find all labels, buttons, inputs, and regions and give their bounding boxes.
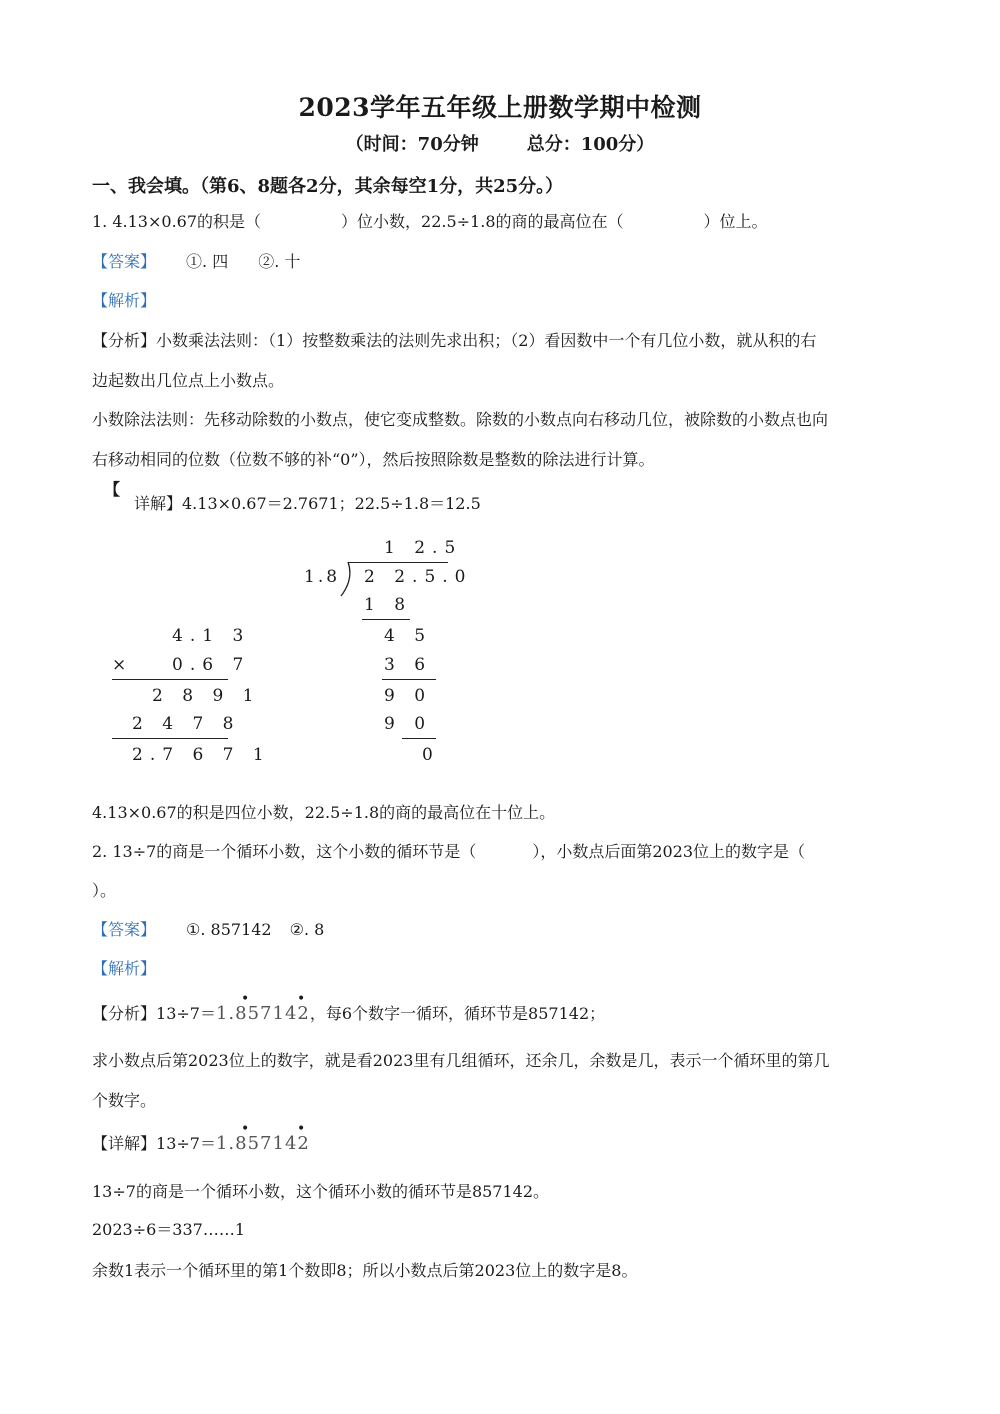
- mult-line-2: [112, 738, 228, 739]
- q2-line-3: 13÷7的商是一个循环小数，这个循环小数的循环节是857142。: [92, 1182, 550, 1201]
- fenxi-expr: 13÷7＝: [156, 1004, 216, 1023]
- q2-line-2a: 求小数点后第2023位上的数字，就是看2023里有几组循环，还余几，余数是几，表示一个循环里的第几: [92, 1051, 830, 1070]
- div-line-3: [402, 738, 436, 739]
- q2-line-2b: 个数字。: [92, 1091, 157, 1110]
- q1-answer-2: ②. 十: [258, 252, 301, 271]
- div-step-3: 3 6: [384, 655, 433, 675]
- q2-stem-b: ），小数点后面第2023位上的数字是（: [532, 842, 806, 861]
- q1-div-rule-line2: 右移动相同的位数（位数不够的补“0”），然后按照除数是整数的除法进行计算。: [92, 450, 655, 469]
- fenxi-tag: 【分析】: [92, 1004, 157, 1023]
- fenxi-tag: 【分析】: [92, 331, 157, 350]
- repeating-decimal: 1.857142: [215, 1133, 310, 1154]
- q1-stem-a: 1. 4.13×0.67的积是（: [92, 212, 262, 231]
- analysis-tag: 【解析】: [92, 291, 157, 310]
- q2-line-4: 2023÷6＝337……1: [92, 1220, 246, 1239]
- q2-fenxi-line: [92, 1004, 605, 1024]
- repeat-dot-start: •: [241, 1121, 250, 1137]
- detail-bracket: 【: [104, 480, 121, 499]
- exam-info: [0, 130, 1000, 156]
- q1-stem-c: ）位上。: [703, 212, 768, 231]
- mult-row-1: 4.1 3: [172, 626, 251, 646]
- repeat-dot-end: •: [297, 991, 306, 1007]
- div-step-5: 9 0: [384, 714, 433, 734]
- answer-tag: 【答案】: [92, 920, 157, 939]
- q1-fenxi-line1: [92, 331, 816, 351]
- exam-time: （时间：70分钟: [345, 134, 479, 155]
- fenxi-rest: ，每6个数字一循环，循环节是857142；: [309, 1004, 606, 1023]
- div-dividend: 2 2.5.0: [364, 567, 473, 587]
- div-step-1: 1 8: [364, 595, 413, 615]
- exam-score: 总分：100分）: [526, 134, 655, 155]
- div-step-6: 0: [422, 745, 440, 765]
- div-bracket: [338, 561, 352, 597]
- q1-stem-b: ）位小数，22.5÷1.8的商的最高位在（: [341, 212, 624, 231]
- div-step-4: 9 0: [384, 686, 433, 706]
- div-step-2: 4 5: [384, 626, 433, 646]
- mult-operator: ×: [112, 655, 127, 675]
- mult-row-3: 2 8 9 1: [152, 686, 261, 706]
- answer-tag: 【答案】: [92, 252, 157, 271]
- detail-expr: 13÷7＝: [156, 1134, 216, 1153]
- div-line-2: [382, 679, 436, 680]
- div-quotient: 1 2.5: [384, 538, 463, 558]
- analysis-tag: 【解析】: [92, 959, 157, 978]
- q1-answer-1: ①. 四: [186, 252, 229, 271]
- detail-tag: 【详解】: [92, 1134, 157, 1153]
- div-divisor: 1.8: [304, 567, 341, 587]
- question-1-answer: [92, 252, 300, 272]
- mult-row-4: 2 4 7 8: [132, 714, 241, 734]
- section-heading: 一、我会填。（第6、8题各2分，其余每空1分，共25分。）: [92, 176, 564, 197]
- mult-row-2: 0.6 7: [172, 655, 251, 675]
- q2-line-5: 余数1表示一个循环里的第1个数即8；所以小数点后第2023位上的数字是8。: [92, 1261, 638, 1280]
- div-line-1: [362, 619, 410, 620]
- q2-detail: [92, 1134, 310, 1154]
- q1-fenxi-line2: 边起数出几位点上小数点。: [92, 371, 285, 390]
- repeat-dot-end: •: [297, 1121, 306, 1137]
- page-title: 2023学年五年级上册数学期中检测: [298, 93, 702, 122]
- mult-line-1: [112, 679, 228, 680]
- q1-div-rule-line1: 小数除法法则：先移动除数的小数点，使它变成整数。除数的小数点向右移动几位，被除数的小数点也向: [92, 410, 829, 429]
- question-2-stem-end: ）。: [92, 881, 117, 900]
- q1-detail: 详解】4.13×0.67＝2.7671；22.5÷1.8＝12.5: [134, 494, 481, 513]
- repeating-decimal: 1.857142: [215, 1003, 310, 1024]
- question-2-answer: [92, 920, 324, 940]
- div-top-line: [348, 562, 448, 563]
- fenxi-text: 小数乘法法则：（1）按整数乘法的法则先求出积；（2）看因数中一个有几位小数，就从积的右: [156, 331, 817, 350]
- q2-answer-1: ①. 857142: [186, 920, 272, 939]
- q2-answer-2: ②. 8: [289, 920, 325, 939]
- question-2-stem: [92, 842, 805, 862]
- mult-row-5: 2.7 6 7 1: [132, 745, 271, 765]
- q1-conclusion: 4.13×0.67的积是四位小数，22.5÷1.8的商的最高位在十位上。: [92, 803, 556, 822]
- q2-stem-a: 2. 13÷7的商是一个循环小数，这个小数的循环节是（: [92, 842, 477, 861]
- question-1-stem: [92, 212, 768, 232]
- repeat-dot-start: •: [241, 991, 250, 1007]
